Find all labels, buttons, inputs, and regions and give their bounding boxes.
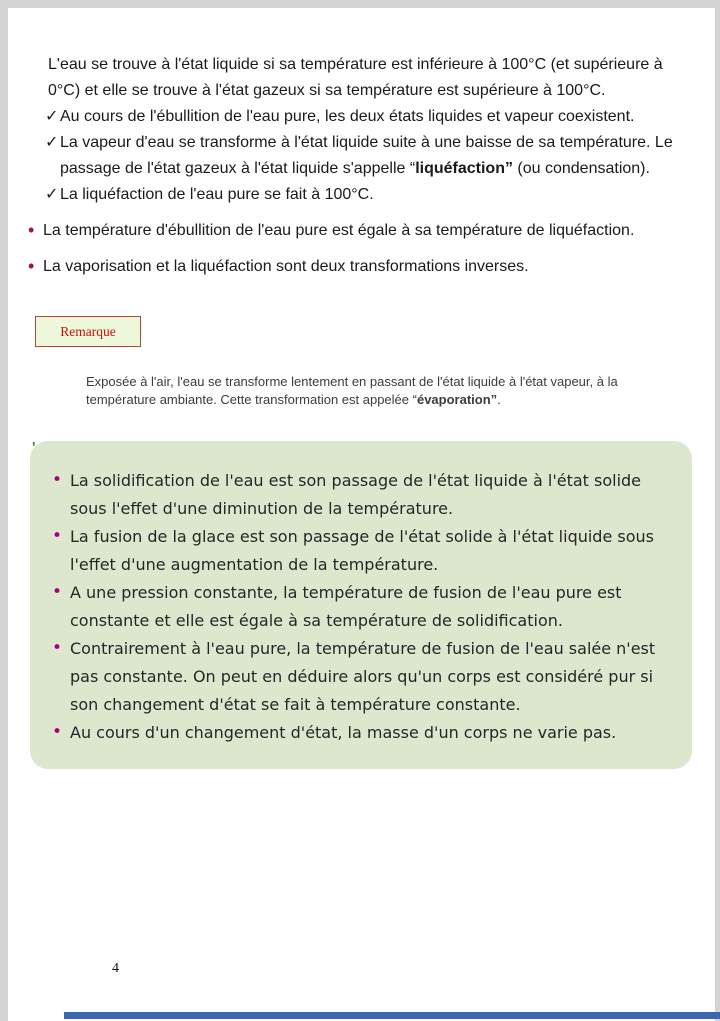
summary-item-text: Contrairement à l'eau pure, la température de fusion de l'eau salée n'est pas constante. On peut en déduire alors qu'un corps est considéré pur si son changement d'état se fait à température constante.: [70, 639, 656, 714]
bullet-icon: •: [52, 470, 63, 490]
footer-bar: [64, 1012, 720, 1019]
text-run-bold: liquéfaction”: [415, 160, 513, 177]
check-icon: ✓: [45, 108, 59, 125]
text-run: (ou condensation).: [512, 160, 650, 177]
summary-item: [52, 719, 676, 747]
bullet-list: [28, 218, 677, 280]
text-run-bold: évaporation”: [416, 392, 498, 407]
page-number: 4: [112, 961, 119, 976]
note-paragraph: [86, 373, 674, 409]
check-item-text: [60, 104, 674, 130]
bullet-icon: •: [52, 582, 63, 602]
check-icon: ✓: [45, 134, 59, 151]
bullet-item: [28, 218, 677, 244]
summary-item: [52, 523, 676, 579]
summary-item: [52, 579, 676, 635]
bullet-icon: •: [52, 638, 63, 658]
summary-item-text: La solidification de l'eau est son passage de l'état liquide à l'état solide sous l'effet d'une diminution de la température.: [70, 471, 642, 518]
summary-item-text: A une pression constante, la température de fusion de l'eau pure est constante et elle est égale à sa température de solidification.: [70, 583, 622, 630]
summary-box: [30, 441, 692, 769]
text-run: La vapeur d'eau se transforme à l'état liquide suite à une baisse de sa température. Le passage de l'état gazeux à l'état liquide s'appelle “: [60, 134, 673, 177]
check-item: [45, 104, 677, 130]
summary-item: [52, 467, 676, 523]
document-page: [8, 8, 715, 1021]
text-run: Au cours de l'ébullition de l'eau pure, les deux états liquides et vapeur coexistent.: [60, 108, 635, 125]
bullet-icon: •: [28, 220, 35, 240]
summary-item-text: Au cours d'un changement d'état, la masse d'un corps ne varie pas.: [70, 723, 617, 742]
check-list: [40, 104, 677, 208]
bullet-icon: •: [52, 526, 63, 546]
text-run: La liquéfaction de l'eau pure se fait à 100°C.: [60, 186, 374, 203]
intro-paragraph: L'eau se trouve à l'état liquide si sa température est inférieure à 100°C (et supérieure à 0°C) et elle se trouve à l'état gazeux si sa température est supérieure à 100°C.: [48, 56, 663, 99]
check-item: [45, 130, 677, 182]
check-icon: ✓: [45, 186, 59, 203]
text-run: .: [497, 392, 501, 407]
remarque-box: [35, 316, 141, 347]
summary-item: [52, 635, 676, 719]
check-item: [45, 182, 677, 208]
summary-section: [32, 439, 677, 769]
bullet-icon: •: [52, 722, 63, 742]
summary-item-text: La fusion de la glace est son passage de l'état solide à l'état liquide sous l'effet d'une augmentation de la température.: [70, 527, 654, 574]
check-item-text: [60, 182, 674, 208]
page-content: [8, 8, 715, 769]
check-item-text: [60, 130, 674, 182]
bullet-item-text: La température d'ébullition de l'eau pure est égale à sa température de liquéfaction.: [43, 222, 635, 239]
stray-mark: ': [32, 439, 36, 456]
remarque-label: Remarque: [60, 323, 116, 339]
bullet-item: [28, 254, 677, 280]
bullet-item-text: La vaporisation et la liquéfaction sont deux transformations inverses.: [43, 258, 529, 275]
text-run: Exposée à l'air, l'eau se transforme lentement en passant de l'état liquide à l'état vapeur, à la température ambiante. Cette transformation est appelée “: [86, 374, 618, 407]
bullet-icon: •: [28, 256, 35, 276]
